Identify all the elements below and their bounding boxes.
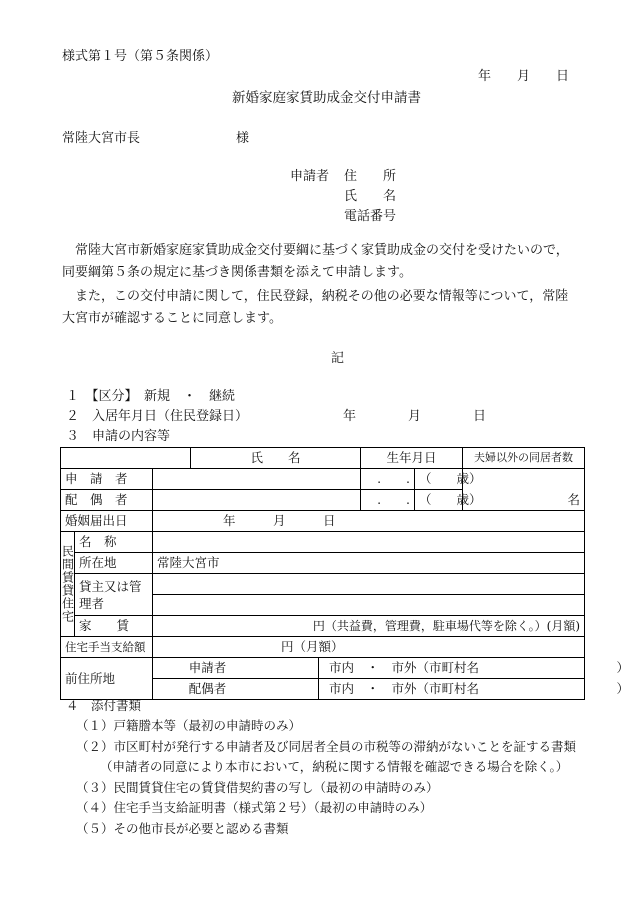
landlord-cell-2[interactable]: [153, 595, 585, 616]
form-number: 様式第１号（第５条関係）: [62, 49, 219, 64]
rent-cell[interactable]: 円（共益費，管理費，駐車場代等を除く。）(月額): [153, 616, 585, 637]
rent-label: 家 賃: [75, 616, 153, 637]
applicant-name-label: 氏 名: [344, 189, 397, 204]
prev-spouse-cell[interactable]: 市内 ・ 市外（市町村名 ）: [319, 679, 585, 700]
table-row-landlord: [61, 574, 585, 595]
header-name: 氏 名: [191, 448, 361, 469]
private-rental-housing-label: 民間賃貸住宅: [61, 532, 75, 637]
table-header-row: [61, 448, 585, 469]
applicant-age-cell[interactable]: （ 歳）: [415, 469, 463, 490]
table-row-rent: [61, 616, 585, 637]
row-applicant-label: 申 請 者: [61, 469, 153, 490]
prev-applicant-label: 申請者: [153, 658, 319, 679]
applicant-label: 申請者: [290, 169, 330, 184]
allowance-cell[interactable]: 円（月額）: [153, 637, 585, 658]
paragraph-1-line-1: 常陸大宮市新婚家庭家賃助成金交付要綱に基づく家賃助成金の交付を受けたいので，: [75, 243, 569, 258]
landlord-cell-1[interactable]: [153, 574, 585, 595]
document-title: 新婚家庭家賃助成金交付申請書: [232, 90, 421, 106]
paragraph-1: [62, 240, 580, 284]
applicant-address-label: 住 所: [344, 169, 397, 184]
spouse-birthdate-cell[interactable]: . .: [361, 490, 415, 511]
table-row-marriage: [61, 511, 585, 532]
previous-address-label: 前住所地: [61, 658, 153, 700]
item-3-application-content: ３ 申請の内容等: [66, 429, 171, 444]
attachment-5: （５）その他市長が必要と認める書類: [76, 821, 289, 836]
housing-name-label: 名 称: [75, 532, 153, 553]
applicant-name-cell[interactable]: [153, 469, 361, 490]
attachment-2-note: （申請者の同意により本市において，納税に関する情報を確認できる場合を除く。）: [100, 759, 569, 774]
header-cohabitant-count: 夫婦以外の同居者数: [463, 448, 585, 469]
addressee: 常陸大宮市長: [62, 131, 141, 146]
marriage-date-label: 婚姻届出日: [61, 511, 153, 532]
attachment-1: （１）戸籍謄本等（最初の申請時のみ）: [76, 718, 302, 733]
allowance-label: 住宅手当支給額: [61, 637, 153, 658]
attachment-3: （３）民間賃貸住宅の賃貸借契約書の写し（最初の申請時のみ）: [76, 780, 439, 795]
housing-location-cell[interactable]: 常陸大宮市: [153, 553, 585, 574]
ki-marker: 記: [331, 351, 345, 366]
row-spouse-label: 配 偶 者: [61, 490, 153, 511]
table-row-allowance: [61, 637, 585, 658]
attachments-title: ４ 添付書類: [66, 698, 142, 713]
prev-spouse-label: 配偶者: [153, 679, 319, 700]
landlord-label: 貸主又は管理者: [75, 574, 153, 616]
table-row-applicant: [61, 469, 585, 490]
housing-name-cell[interactable]: [153, 532, 585, 553]
date-line: 年 月 日: [478, 69, 570, 84]
cohabitant-count-cell[interactable]: 名: [463, 469, 585, 511]
prev-applicant-cell[interactable]: 市内 ・ 市外（市町村名 ）: [319, 658, 585, 679]
paragraph-2-line-2: 大宮市が確認することに同意します。: [62, 311, 282, 326]
spouse-age-cell[interactable]: （ 歳）: [415, 490, 463, 511]
honorific: 様: [236, 131, 250, 146]
attachment-4: （４）住宅手当支給証明書（様式第２号）（最初の申請時のみ）: [76, 800, 433, 815]
spouse-name-cell[interactable]: [153, 490, 361, 511]
paragraph-2: [62, 286, 580, 330]
housing-location-label: 所在地: [75, 553, 153, 574]
header-birthdate: 生年月日: [361, 448, 463, 469]
attachment-2: （２）市区町村が発行する申請者及び同居者全員の市税等の滞納がないことを証する書類: [76, 739, 577, 754]
application-table: [60, 447, 630, 700]
table-row-housing-location: [61, 553, 585, 574]
paragraph-1-line-2: 同要綱第５条の規定に基づき関係書類を添えて申請します。: [62, 265, 412, 280]
applicant-birthdate-cell[interactable]: . .: [361, 469, 415, 490]
table-row-prev-applicant: [61, 658, 585, 679]
applicant-phone-label: 電話番号: [344, 209, 397, 224]
item-2-date-placeholder: 年 月 日: [343, 409, 487, 424]
item-2-move-in-date: ２ 入居年月日（住民登録日）: [66, 409, 249, 424]
item-1-category: １ 【区分】 新規 ・ 継続: [66, 389, 236, 404]
marriage-date-cell[interactable]: 年 月 日: [153, 511, 585, 532]
table-row-housing-name: [61, 532, 585, 553]
paragraph-2-line-1: また，この交付申請に関して，住民登録，納税その他の必要な情報等について，常陸: [75, 289, 569, 304]
